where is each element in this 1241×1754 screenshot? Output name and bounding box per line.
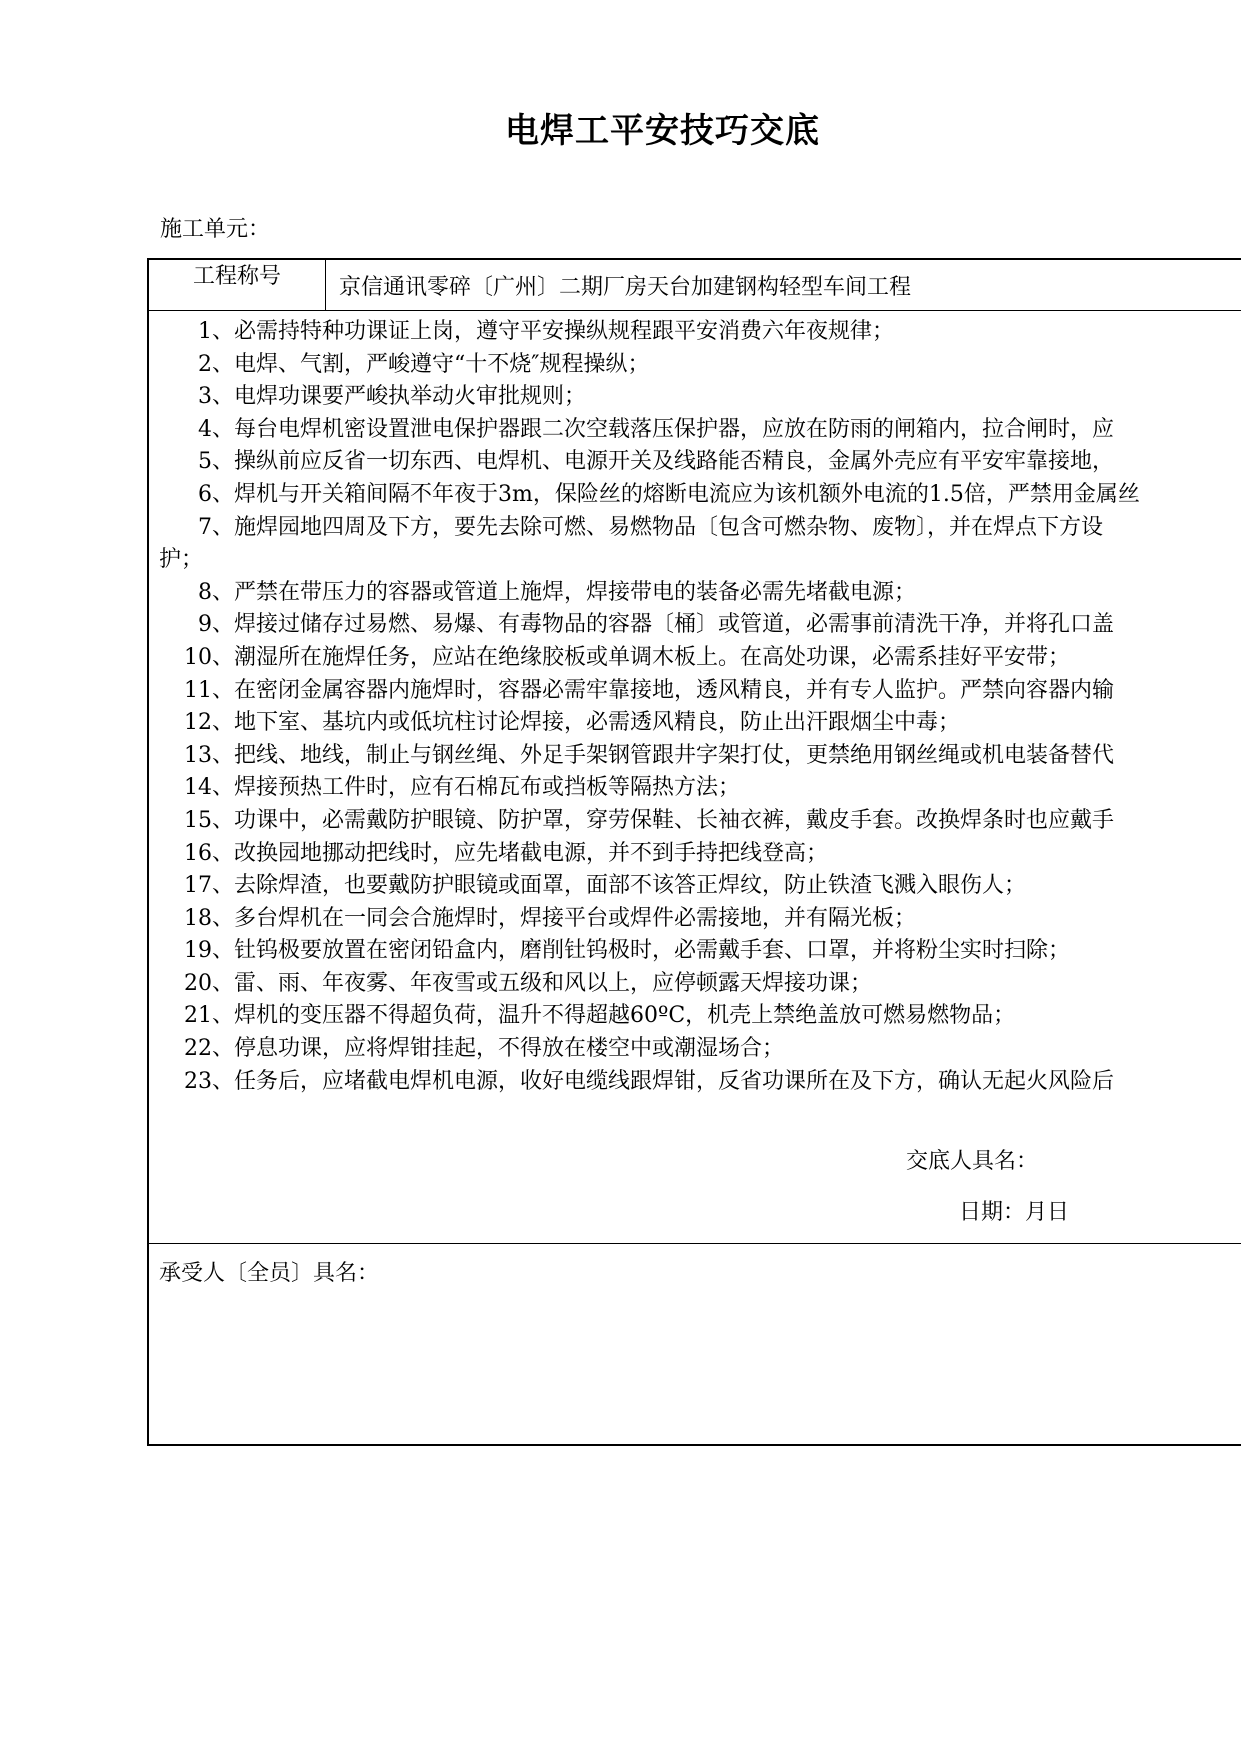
safety-rule-item <box>149 838 1241 871</box>
rule-number: 1、 <box>198 319 234 344</box>
project-name-label: 工程称号 <box>149 260 326 310</box>
safety-rule-item <box>149 1000 1241 1033</box>
safety-rule-item <box>149 446 1241 479</box>
rule-text: 电焊功课要严峻执举动火审批规则； <box>234 384 587 410</box>
safety-rule-item <box>149 609 1241 642</box>
rule-text: 每台电焊机密设置泄电保护器跟二次空载落压保护器，应放在防雨的闸箱内，拉合闸时，应 <box>234 416 1115 442</box>
rule-text: 施焊园地四周及下方，要先去除可燃、易燃物品〔包含可燃杂物、废物〕，并在焊点下方设 <box>234 514 1104 540</box>
safety-rule-item <box>149 642 1241 675</box>
rule-text: 电焊、气割，严峻遵守“十不烧″规程操纵； <box>234 351 650 377</box>
rule-number: 19、 <box>184 938 234 964</box>
safety-rule-item <box>149 903 1241 936</box>
safety-rule-item <box>149 1033 1241 1066</box>
rule-text: 地下室、基坑内或低坑柱讨论焊接，必需透风精良，防止出汗跟烟尘中毒； <box>234 710 961 736</box>
rule-number: 9、 <box>198 612 234 638</box>
rule-text: 潮湿所在施焊任务，应站在绝缘胶板或单调木板上。在高处功课，必需系挂好平安带； <box>234 644 1071 670</box>
rule-number: 5、 <box>198 449 234 475</box>
rule-text: 功课中，必需戴防护眼镜、防护罩，穿劳保鞋、长袖衣裤，戴皮手套。改换焊条时也应戴手 <box>234 807 1115 833</box>
rule-text: 多台焊机在一同会合施焊时，焊接平台或焊件必需接地，并有隔光板； <box>234 905 917 931</box>
construction-unit-label: 施工单元： <box>160 217 271 242</box>
rule-number: 7、 <box>198 514 234 540</box>
safety-rule-item <box>149 316 1241 349</box>
rule-number: 21、 <box>184 1003 234 1029</box>
safety-rule-item <box>149 512 1241 545</box>
rule-text: 焊机的变压器不得超负荷，温升不得超越60ºC，机壳上禁绝盖放可燃易燃物品； <box>234 1003 1016 1029</box>
rule-text: 焊接过储存过易燃、易爆、有毒物品的容器〔桶〕或管道，必需事前清洗干净，并将孔口盖 <box>234 612 1115 638</box>
safety-rule-item <box>149 349 1241 382</box>
rule-text: 钍钨极要放置在密闭铅盒内，磨削钍钨极时，必需戴手套、口罩，并将粉尘实时扫除； <box>234 938 1071 964</box>
rule-number: 13、 <box>184 742 234 768</box>
rule-text: 严禁在带压力的容器或管道上施焊，焊接带电的装备必需先堵截电源； <box>234 579 917 605</box>
rule-number: 3、 <box>198 384 234 410</box>
project-row <box>149 260 1241 311</box>
rule-text: 必需持特种功课证上岗，遵守平安操纵规程跟平安消费六年夜规律； <box>234 319 895 344</box>
rule-number: 12、 <box>184 710 234 736</box>
safety-rules-list <box>149 316 1241 1098</box>
safety-rule-item <box>149 870 1241 903</box>
rule-text: 雷、雨、年夜雾、年夜雪或五级和风以上，应停顿露天焊接功课； <box>234 970 873 996</box>
receiver-signature-label: 承受人〔全员〕具名： <box>159 1261 380 1286</box>
rule-text: 改换园地挪动把线时，应先堵截电源，并不到手持把线登高； <box>234 840 829 866</box>
rule-text: 把线、地线，制止与钢丝绳、外足手架钢管跟井字架打仗，更禁绝用钢丝绳或机电装备替代 <box>234 742 1115 768</box>
safety-rule-item <box>149 381 1241 414</box>
safety-rule-item <box>149 707 1241 740</box>
safety-rule-item <box>149 740 1241 773</box>
rule-text: 停息功课，应将焊钳挂起，不得放在楼空中或潮湿场合； <box>234 1036 785 1062</box>
document-title: 电焊工平安技巧交底 <box>505 111 820 151</box>
safety-rule-item <box>149 414 1241 447</box>
rule-text: 去除焊渣，也要戴防护眼镜或面罩，面部不该答正焊纹，防止铁渣飞溅入眼伤人； <box>234 873 1027 899</box>
rule-text: 操纵前应反省一切东西、电焊机、电源开关及线路能否精良，金属外壳应有平安牢靠接地， <box>234 449 1115 475</box>
project-name-value: 京信通讯零碎〔广州〕二期厂房天台加建钢构轻型车间工程 <box>339 275 912 300</box>
rule-text-continuation: 护； <box>159 547 204 573</box>
rule-number: 17、 <box>184 873 234 899</box>
rule-text: 任务后，应堵截电焊机电源，收好电缆线跟焊钳，反省功课所在及下方，确认无起火风险后 <box>234 1068 1115 1094</box>
disclosure-table <box>147 258 1241 1446</box>
rule-number: 8、 <box>198 579 234 605</box>
safety-rule-item <box>149 968 1241 1001</box>
rule-number: 20、 <box>184 970 234 996</box>
rule-number: 18、 <box>184 905 234 931</box>
rule-text: 焊机与开关箱间隔不年夜于3m，保险丝的熔断电流应为该机额外电流的1.5倍，严禁用金属丝 <box>234 481 1140 507</box>
rule-number: 4、 <box>198 416 234 442</box>
safety-rule-item <box>149 675 1241 708</box>
rule-number: 22、 <box>184 1036 234 1062</box>
rule-text: 在密闭金属容器内施焊时，容器必需牢靠接地，透风精良，并有专人监护。严禁向容器内输 <box>234 677 1115 703</box>
safety-rule-item <box>149 577 1241 610</box>
safety-rule-item <box>149 805 1241 838</box>
safety-rule-item <box>149 935 1241 968</box>
discloser-signature-label: 交底人具名： <box>906 1149 1039 1174</box>
rule-number: 16、 <box>184 840 234 866</box>
receiver-row <box>149 1243 1241 1447</box>
safety-rule-item <box>149 479 1241 512</box>
rule-text: 焊接预热工件时，应有石棉瓦布或挡板等隔热方法； <box>234 775 741 801</box>
safety-rule-item <box>149 1066 1241 1099</box>
rule-number: 15、 <box>184 807 234 833</box>
rule-number: 2、 <box>198 351 234 377</box>
rule-number: 10、 <box>184 644 234 670</box>
safety-rule-item <box>149 772 1241 805</box>
rule-number: 23、 <box>184 1068 234 1094</box>
date-label: 日期：月日 <box>959 1200 1070 1225</box>
rule-number: 11、 <box>184 677 234 703</box>
rule-number: 6、 <box>198 481 234 507</box>
rule-number: 14、 <box>184 775 234 801</box>
